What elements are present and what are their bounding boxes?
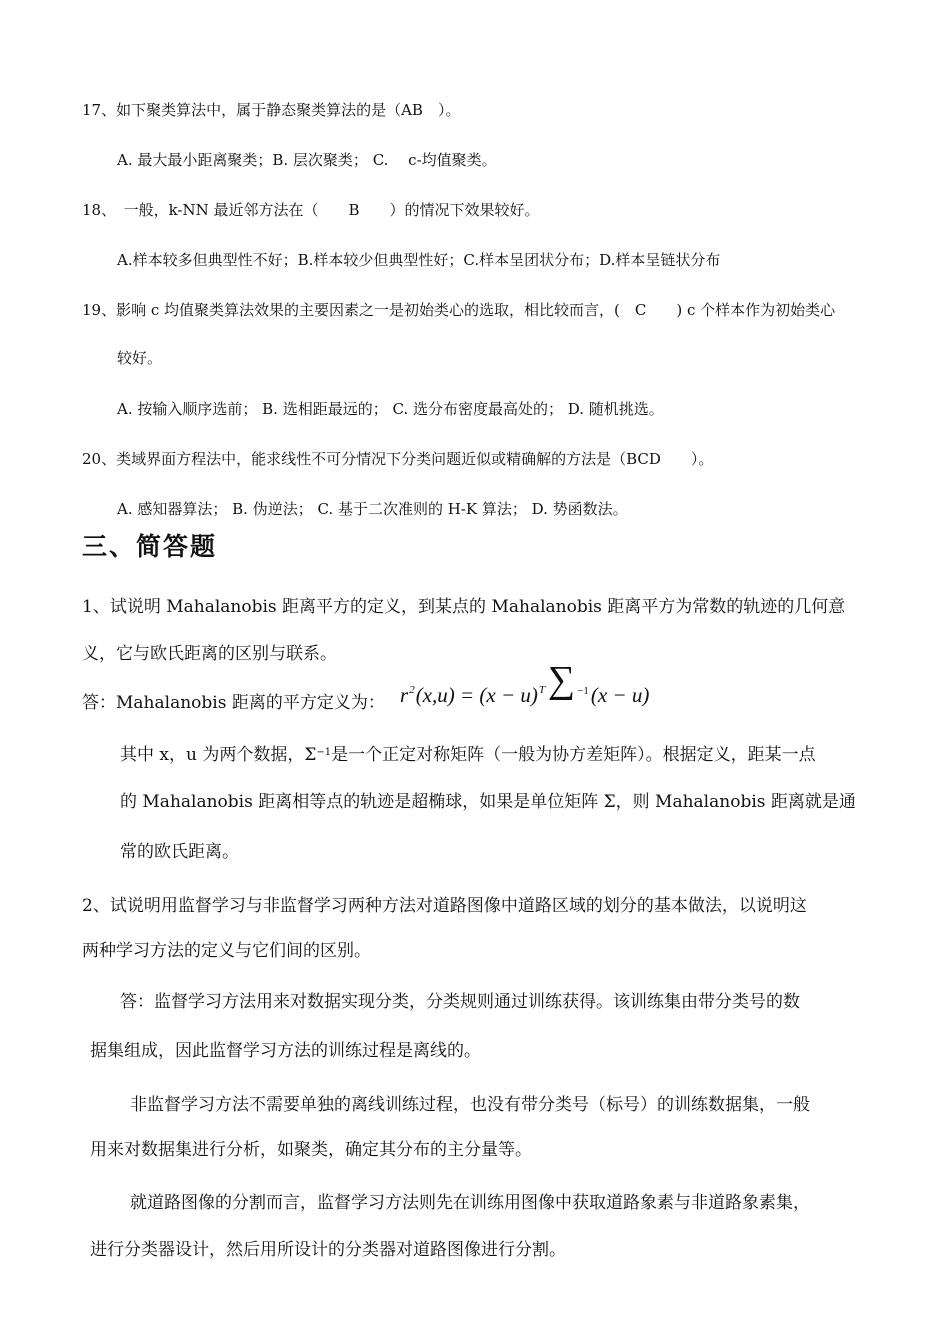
formula-transpose: T bbox=[538, 684, 546, 696]
a1-explain-line2: 的 Mahalanobis 距离相等点的轨迹是超椭球，如果是单位矩阵 Σ，则 Mahalanobis 距离就是通 bbox=[120, 792, 856, 812]
formula-sigma: ∑ bbox=[548, 659, 576, 701]
a2-para2-line2: 用来对数据集进行分析，如聚类，确定其分布的主分量等。 bbox=[90, 1140, 532, 1160]
q17-options: A. 最大最小距离聚类；B. 层次聚类； C. c-均值聚类。 bbox=[117, 151, 497, 169]
formula-args: (x,u) = (x − u) bbox=[415, 683, 538, 707]
a1-question-line2: 义，它与欧氏距离的区别与联系。 bbox=[82, 644, 337, 664]
a2-para2-line1: 非监督学习方法不需要单独的离线训练过程，也没有带分类号（标号）的训练数据集，一般 bbox=[130, 1095, 810, 1115]
section-heading: 三、简答题 bbox=[82, 532, 218, 561]
formula-lhs: r bbox=[400, 683, 409, 707]
q19-stem-line2: 较好。 bbox=[117, 349, 163, 367]
a2-para3-line1: 就道路图像的分割而言，监督学习方法则先在训练用图像中获取道路象素与非道路象素集， bbox=[130, 1193, 810, 1213]
a1-explain-line1-a: 其中 x，u 为两个数据，Σ bbox=[120, 745, 317, 765]
a1-explain-line1-b: 是一个正定对称矩阵（一般为协方差矩阵）。根据定义，距某一点 bbox=[331, 745, 816, 765]
a2-question-line1: 2、试说明用监督学习与非监督学习两种方法对道路图像中道路区域的划分的基本做法，以说明这 bbox=[82, 896, 807, 916]
q19-options: A. 按输入顺序选前； B. 选相距最远的； C. 选分布密度最高处的； D. 随机挑选。 bbox=[117, 400, 664, 418]
formula-square: 2 bbox=[409, 684, 415, 696]
formula-inverse: −1 bbox=[577, 685, 589, 697]
q20-options: A. 感知器算法； B. 伪逆法； C. 基于二次准则的 H-K 算法； D. 势函数法。 bbox=[117, 500, 628, 518]
a2-para1-line1: 答：监督学习方法用来对数据实现分类，分类规则通过训练获得。该训练集由带分类号的数 bbox=[120, 992, 800, 1012]
a1-explain-line3: 常的欧氏距离。 bbox=[120, 842, 239, 862]
a2-question-line2: 两种学习方法的定义与它们间的区别。 bbox=[82, 941, 371, 961]
a2-para1-line2: 据集组成，因此监督学习方法的训练过程是离线的。 bbox=[90, 1041, 481, 1061]
formula-tail: (x − u) bbox=[590, 683, 650, 707]
q18-options: A.样本较多但典型性不好；B.样本较少但典型性好；C.样本呈团状分布；D.样本呈链状分布 bbox=[117, 251, 721, 269]
q19-stem-line1: 19、影响 c 均值聚类算法效果的主要因素之一是初始类心的选取，相比较而言，( C ) c 个样本作为初始类心 bbox=[82, 301, 836, 319]
sigma-inverse-sup: −1 bbox=[316, 747, 332, 758]
q18-stem: 18、 一般，k-NN 最近邻方法在（ B ）的情况下效果较好。 bbox=[82, 201, 540, 219]
mahalanobis-formula bbox=[400, 659, 650, 712]
a1-explain-line1 bbox=[120, 745, 816, 765]
a1-answer-intro: 答：Mahalanobis 距离的平方定义为： bbox=[82, 693, 385, 713]
q17-stem: 17、如下聚类算法中，属于静态聚类算法的是（AB ）。 bbox=[82, 101, 461, 119]
a2-para3-line2: 进行分类器设计，然后用所设计的分类器对道路图像进行分割。 bbox=[90, 1240, 566, 1260]
a1-question-line1: 1、试说明 Mahalanobis 距离平方的定义，到某点的 Mahalanobis 距离平方为常数的轨迹的几何意 bbox=[82, 597, 846, 617]
q20-stem: 20、类域界面方程法中，能求线性不可分情况下分类问题近似或精确解的方法是（BCD ）。 bbox=[82, 450, 714, 468]
